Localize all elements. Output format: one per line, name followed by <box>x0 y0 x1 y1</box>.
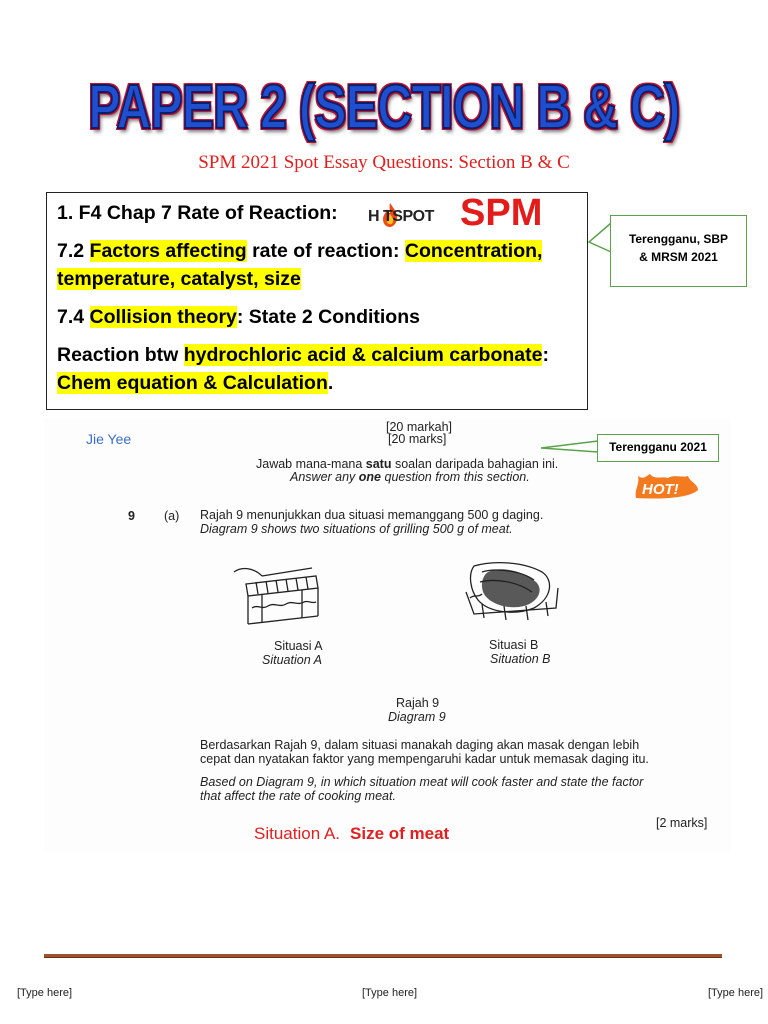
highlight-equation: Chem equation & Calculation <box>57 372 328 394</box>
highlight-reactants: hydrochloric acid & calcium carbonate <box>183 344 543 366</box>
topic-line-2-num: 7.2 <box>57 240 90 262</box>
instruction-ms-c: soalan daripada bahagian ini. <box>391 457 559 471</box>
answer-line <box>254 824 449 844</box>
situation-a-en: Situation A <box>262 653 322 667</box>
footer-right: [Type here] <box>708 987 764 999</box>
answer-factor: Size of meat <box>350 824 450 843</box>
prompt-ms-line-1: Berdasarkan Rajah 9, dalam situasi manakah daging akan masak dengan lebih <box>200 738 640 752</box>
topic-line-2 <box>57 237 542 265</box>
marks-en: [20 marks] <box>388 432 447 446</box>
topic-line-6 <box>57 369 333 397</box>
question-en: Diagram 9 shows two situations of grilling 500 g of meat. <box>200 522 513 536</box>
author-name: Jie Yee <box>86 431 132 447</box>
rajah-label: Rajah 9 <box>396 696 440 710</box>
answer-situation: Situation A. <box>254 824 341 843</box>
callout-sources-line-1: Terengganu, SBP <box>628 232 729 246</box>
marks-2: [2 marks] <box>656 816 708 830</box>
topic-line-1: 1. F4 Chap 7 Rate of Reaction: <box>57 202 338 224</box>
instruction-en-c: question from this section. <box>381 470 530 484</box>
hot-badge-text: HOT! <box>642 481 679 498</box>
question-ms: Rajah 9 menunjukkan dua situasi memanggang 500 g daging. <box>200 508 544 522</box>
topic-line-5-end: : <box>542 344 549 366</box>
prompt-en-line-1: Based on Diagram 9, in which situation meat will cook faster and state the factor <box>200 775 644 789</box>
situation-a-ms: Situasi A <box>274 639 323 653</box>
instruction-en-b: one <box>358 470 382 484</box>
instruction-en <box>290 470 530 484</box>
hot-badge-icon <box>632 472 702 502</box>
highlight-collision-theory: Collision theory <box>89 306 237 328</box>
topic-line-6-end: . <box>327 372 334 394</box>
topic-line-4-rest: : State 2 Conditions <box>236 306 420 328</box>
situation-b-ms: Situasi B <box>489 638 539 652</box>
grill-situation-a-illustration <box>232 558 322 630</box>
highlight-factors: Factors affecting <box>89 240 247 262</box>
callout-sources-line-2: & MRSM 2021 <box>639 250 718 264</box>
topic-line-4-num: 7.4 <box>57 306 90 328</box>
highlight-concentration: Concentration, <box>404 240 543 262</box>
hotspot-text: H TSPOT <box>368 208 434 225</box>
marks-ms: [20 markah] <box>386 420 453 434</box>
highlight-factor-list: temperature, catalyst, size <box>57 268 301 290</box>
instruction-ms <box>256 457 558 471</box>
hotspot-spm-logo <box>368 192 558 238</box>
page-subtitle: SPM 2021 Spot Essay Questions: Section B & C <box>198 152 570 173</box>
diagram-label: Diagram 9 <box>388 710 446 724</box>
prompt-en-line-2: that affect the rate of cooking meat. <box>200 789 396 803</box>
question-part: (a) <box>164 509 180 523</box>
footer-divider <box>44 954 722 957</box>
grill-situation-b-illustration <box>464 558 564 628</box>
banner-title-text: PAPER 2 (SECTION B & C) <box>88 73 680 142</box>
topic-line-3 <box>57 265 301 293</box>
page-banner-title <box>0 72 768 143</box>
spm-text: SPM <box>460 192 543 234</box>
instruction-en-a: Answer any <box>290 470 359 484</box>
callout-sources <box>610 215 747 287</box>
topic-line-2-mid: rate of reaction: <box>246 240 405 262</box>
instruction-ms-b: satu <box>365 457 392 471</box>
footer-center: [Type here] <box>362 987 418 999</box>
situation-b-en: Situation B <box>490 652 551 666</box>
instruction-ms-a: Jawab mana-mana <box>256 457 366 471</box>
prompt-ms-line-2: cepat dan nyatakan faktor yang mempengaruhi kadar untuk memasak daging itu. <box>200 752 649 766</box>
topic-line-5 <box>57 341 549 369</box>
footer-left: [Type here] <box>17 987 73 999</box>
topic-line-5-start: Reaction btw <box>57 344 184 366</box>
topic-line-4 <box>57 303 420 331</box>
callout-terengganu: Terengganu 2021 <box>597 434 719 462</box>
question-number: 9 <box>128 509 135 523</box>
callout-pointer-2 <box>540 440 600 454</box>
